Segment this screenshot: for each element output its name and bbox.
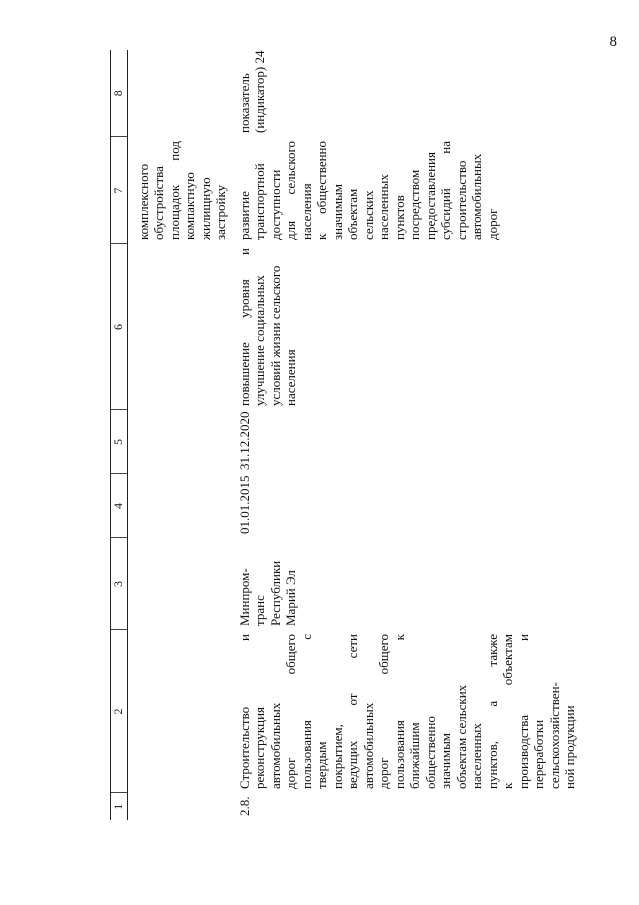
text-line: обустройства — [151, 166, 166, 240]
col-header-7: 7 — [111, 137, 128, 244]
col-header-2: 2 — [111, 630, 128, 793]
table-row-2-8 — [229, 50, 578, 820]
text-line: дорог — [484, 208, 500, 240]
rotated-table-wrapper — [110, 50, 577, 820]
text-line: производства и — [515, 634, 531, 789]
text-line: объектам — [345, 188, 360, 240]
text-line: к объектам — [500, 634, 515, 789]
text-line: условий жизни сельского — [267, 265, 283, 406]
text-line: ближайшим — [407, 722, 422, 789]
text-line: переработки — [531, 719, 546, 789]
page-number: 8 — [609, 34, 617, 50]
text-line: (индикатор) 24 — [252, 50, 267, 133]
text-line: площадок под — [166, 141, 182, 240]
text-line: предоставления — [422, 152, 438, 240]
text-line: пользования к — [391, 634, 407, 789]
text-line: развитие — [236, 191, 252, 240]
end-date-cell: 31.12.2020 — [236, 411, 252, 470]
text-line: общественно — [422, 716, 438, 789]
text-line: транс — [252, 595, 267, 626]
text-line: значимым — [438, 732, 453, 789]
text-line: реконструкция — [252, 706, 267, 789]
text-line: Марий Эл — [283, 570, 298, 626]
text-line: ведущих от сети — [345, 634, 360, 789]
text-line: покрытием, — [329, 724, 345, 789]
text-line: объектам сельских — [453, 684, 469, 789]
text-line: автомобильных — [469, 153, 484, 240]
text-line: улучшение социальных — [252, 275, 267, 406]
text-line: застройку — [213, 184, 228, 240]
program-table — [110, 50, 578, 820]
text-line: строительство — [453, 160, 469, 240]
col-header-8: 8 — [111, 50, 128, 137]
text-line: повышение уровня и — [236, 248, 252, 406]
text-line: населенных — [376, 174, 391, 240]
continuation-row — [127, 50, 229, 820]
row-number: 2.8. — [236, 796, 252, 816]
indicator-cell — [229, 50, 578, 137]
col-header-6: 6 — [111, 244, 128, 410]
text-line: населения — [283, 349, 298, 406]
col-header-3: 3 — [111, 538, 128, 630]
start-date-cell: 01.01.2015 — [236, 475, 252, 534]
text-line: дорог общего — [283, 634, 298, 789]
text-line: доступности — [267, 169, 283, 240]
text-line: пунктов — [391, 195, 407, 240]
column-number-row — [111, 50, 128, 820]
text-line: населения — [298, 183, 314, 240]
text-line: ной продукции — [562, 705, 577, 789]
text-line: твердым — [314, 741, 329, 789]
text-line: Строительство и — [236, 634, 252, 789]
text-line: жилищную — [197, 177, 213, 240]
text-line: значимым — [329, 183, 345, 240]
text-line: дорог общего — [376, 634, 391, 789]
col-header-4: 4 — [111, 474, 128, 538]
col-header-5: 5 — [111, 410, 128, 474]
text-line: к общественно — [314, 141, 329, 240]
text-line: сельских — [360, 190, 376, 240]
text-line: пользования с — [298, 634, 314, 789]
expected-effect-cell — [229, 244, 578, 410]
text-line: сельскохозяйствен- — [546, 682, 562, 789]
text-line: для сельского — [283, 141, 298, 240]
text-line: комплексного — [135, 163, 151, 240]
text-line: субсидий на — [438, 141, 453, 240]
text-line: пунктов, а также — [484, 634, 500, 789]
text-line: автомобильных — [360, 702, 376, 789]
measure-name-cell — [229, 630, 578, 793]
col-header-1: 1 — [111, 793, 128, 820]
text-line: посредством — [407, 169, 422, 240]
result-cell — [229, 137, 578, 244]
text-line: показатель — [236, 73, 252, 133]
text-line: транспортной — [252, 163, 267, 240]
text-line: населенных — [469, 723, 484, 789]
text-line: Республики — [267, 560, 283, 626]
text-line: автомобильных — [267, 702, 283, 789]
executor-cell — [229, 538, 578, 630]
text-line: Минпром- — [236, 568, 252, 626]
text-line: компактную — [182, 172, 197, 240]
continuation-result-cell — [127, 137, 229, 244]
